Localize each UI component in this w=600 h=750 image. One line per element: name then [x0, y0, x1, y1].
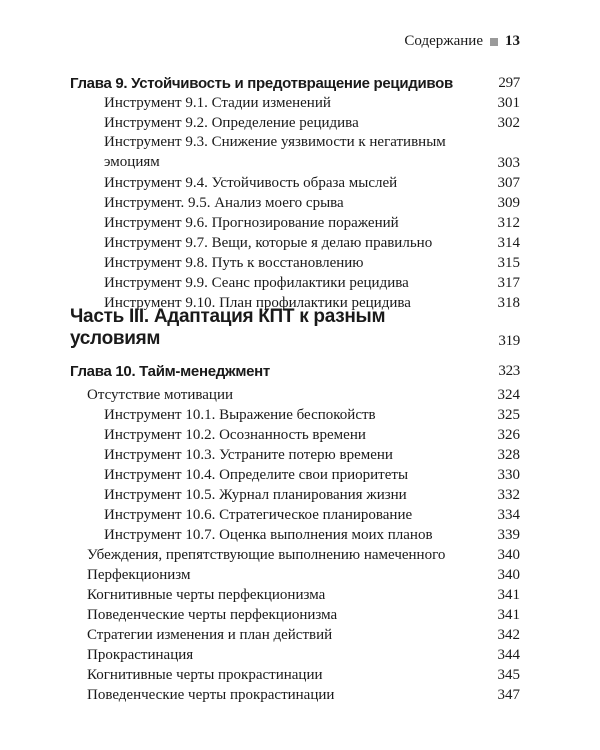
- toc-part-3[interactable]: [70, 306, 520, 350]
- toc-entry-title: Инструмент 9.7. Вещи, которые я делаю правильно: [104, 235, 433, 251]
- toc-entry[interactable]: [70, 192, 520, 212]
- toc-entry-page: 318: [497, 295, 520, 311]
- toc-section[interactable]: [70, 644, 520, 664]
- toc-entry-page: 347: [497, 687, 520, 703]
- toc-entry[interactable]: [70, 172, 520, 192]
- toc-entry[interactable]: [70, 132, 520, 172]
- toc-chapter-10[interactable]: [70, 356, 520, 380]
- toc-section[interactable]: [70, 384, 520, 404]
- toc-entry-title: Инструмент. 9.5. Анализ моего срыва: [104, 195, 344, 211]
- toc-entry-title: Инструмент 10.6. Стратегическое планирование: [104, 507, 413, 523]
- toc-entry-page: 334: [497, 507, 520, 523]
- toc-entry-page: 303: [497, 155, 520, 171]
- toc-entry-page: 339: [497, 527, 520, 543]
- toc-entry[interactable]: [70, 92, 520, 112]
- toc-entry-title: Поведенческие черты перфекционизма: [87, 607, 338, 623]
- toc-entry[interactable]: [70, 404, 520, 424]
- toc-entry-page: 341: [497, 587, 520, 603]
- toc-chapter-9[interactable]: [70, 68, 520, 92]
- toc-entry-page: 309: [497, 195, 520, 211]
- toc-entry-title: Когнитивные черты перфекционизма: [87, 587, 326, 603]
- toc-entry[interactable]: [70, 524, 520, 544]
- toc-entry-title: Отсутствие мотивации: [87, 387, 234, 403]
- toc-entry-page: 324: [497, 387, 520, 403]
- toc-entry-title: Часть III. Адаптация КПТ к разным условиям: [70, 306, 386, 349]
- toc-entry-title: Когнитивные черты прокрастинации: [87, 667, 323, 683]
- toc-entry-title: Инструмент 10.4. Определите свои приоритеты: [104, 467, 409, 483]
- toc-section[interactable]: [70, 584, 520, 604]
- toc-entry-page: 302: [497, 115, 520, 131]
- toc-entry[interactable]: [70, 464, 520, 484]
- toc-entry-title: Инструмент 10.7. Оценка выполнения моих планов: [104, 527, 433, 543]
- toc-entry-page: 319: [498, 333, 520, 349]
- toc-entry-page: 326: [497, 427, 520, 443]
- toc-entry-title: Инструмент 9.10. План профилактики рецидива: [104, 295, 411, 311]
- toc-section[interactable]: [70, 544, 520, 564]
- toc-entry-title: Инструмент 10.5. Журнал планирования жизни: [104, 487, 407, 503]
- table-of-contents: [70, 68, 520, 704]
- toc-entry-page: 312: [497, 215, 520, 231]
- toc-entry-page: 345: [497, 667, 520, 683]
- toc-entry-title: Стратегии изменения и план действий: [87, 627, 333, 643]
- toc-entry-title: Инструмент 10.3. Устраните потерю времени: [104, 447, 393, 463]
- toc-section[interactable]: [70, 624, 520, 644]
- toc-entry-title: Инструмент 9.8. Путь к восстановлению: [104, 255, 364, 271]
- toc-entry-page: 323: [498, 363, 520, 379]
- toc-entry-title: Поведенческие черты прокрастинации: [87, 687, 335, 703]
- running-header: [404, 33, 520, 50]
- toc-entry[interactable]: [70, 112, 520, 132]
- toc-section[interactable]: [70, 684, 520, 704]
- toc-entry-title: Прокрастинация: [87, 647, 194, 663]
- toc-entry-page: 341: [497, 607, 520, 623]
- toc-section[interactable]: [70, 564, 520, 584]
- toc-entry[interactable]: [70, 484, 520, 504]
- toc-entry[interactable]: [70, 232, 520, 252]
- toc-entry[interactable]: [70, 424, 520, 444]
- toc-entry-page: 328: [497, 447, 520, 463]
- toc-entry-title: Инструмент 9.6. Прогнозирование поражений: [104, 215, 399, 231]
- page-number: 13: [505, 33, 520, 49]
- toc-entry[interactable]: [70, 444, 520, 464]
- toc-entry-title: Инструмент 9.4. Устойчивость образа мыслей: [104, 175, 398, 191]
- toc-entry[interactable]: [70, 212, 520, 232]
- toc-entry-page: 307: [497, 175, 520, 191]
- toc-entry-title: Инструмент 9.9. Сеанс профилактики рецидива: [104, 275, 409, 291]
- toc-entry-page: 344: [497, 647, 520, 663]
- toc-entry[interactable]: [70, 504, 520, 524]
- toc-entry-title: Перфекционизм: [87, 567, 191, 583]
- toc-entry-page: 330: [497, 467, 520, 483]
- toc-entry-title: Инструмент 9.3. Снижение уязвимости к негативным эмоциям: [104, 134, 446, 170]
- toc-entry-page: 297: [498, 75, 520, 91]
- toc-entry[interactable]: [70, 252, 520, 272]
- toc-entry-title: Инструмент 10.2. Осознанность времени: [104, 427, 366, 443]
- toc-entry-title: Убеждения, препятствующие выполнению намеченного: [87, 547, 446, 563]
- toc-entry-page: 325: [497, 407, 520, 423]
- toc-entry-page: 315: [497, 255, 520, 271]
- toc-entry-page: 332: [497, 487, 520, 503]
- square-bullet-icon: [490, 38, 498, 46]
- toc-entry[interactable]: [70, 272, 520, 292]
- toc-entry-title: Глава 10. Тайм-менеджмент: [70, 363, 270, 380]
- toc-entry-title: Инструмент 9.2. Определение рецидива: [104, 115, 359, 131]
- toc-entry-page: 340: [497, 567, 520, 583]
- toc-entry-page: 340: [497, 547, 520, 563]
- toc-entry-title: Инструмент 9.1. Стадии изменений: [104, 95, 331, 111]
- toc-entry-title: Инструмент 10.1. Выражение беспокойств: [104, 407, 376, 423]
- toc-entry-page: 317: [497, 275, 520, 291]
- toc-entry-page: 301: [497, 95, 520, 111]
- toc-section[interactable]: [70, 664, 520, 684]
- toc-entry-title: Глава 9. Устойчивость и предотвращение рецидивов: [70, 75, 453, 92]
- toc-entry-page: 314: [497, 235, 520, 251]
- toc-section[interactable]: [70, 604, 520, 624]
- section-title: Содержание: [404, 33, 483, 49]
- toc-entry-page: 342: [497, 627, 520, 643]
